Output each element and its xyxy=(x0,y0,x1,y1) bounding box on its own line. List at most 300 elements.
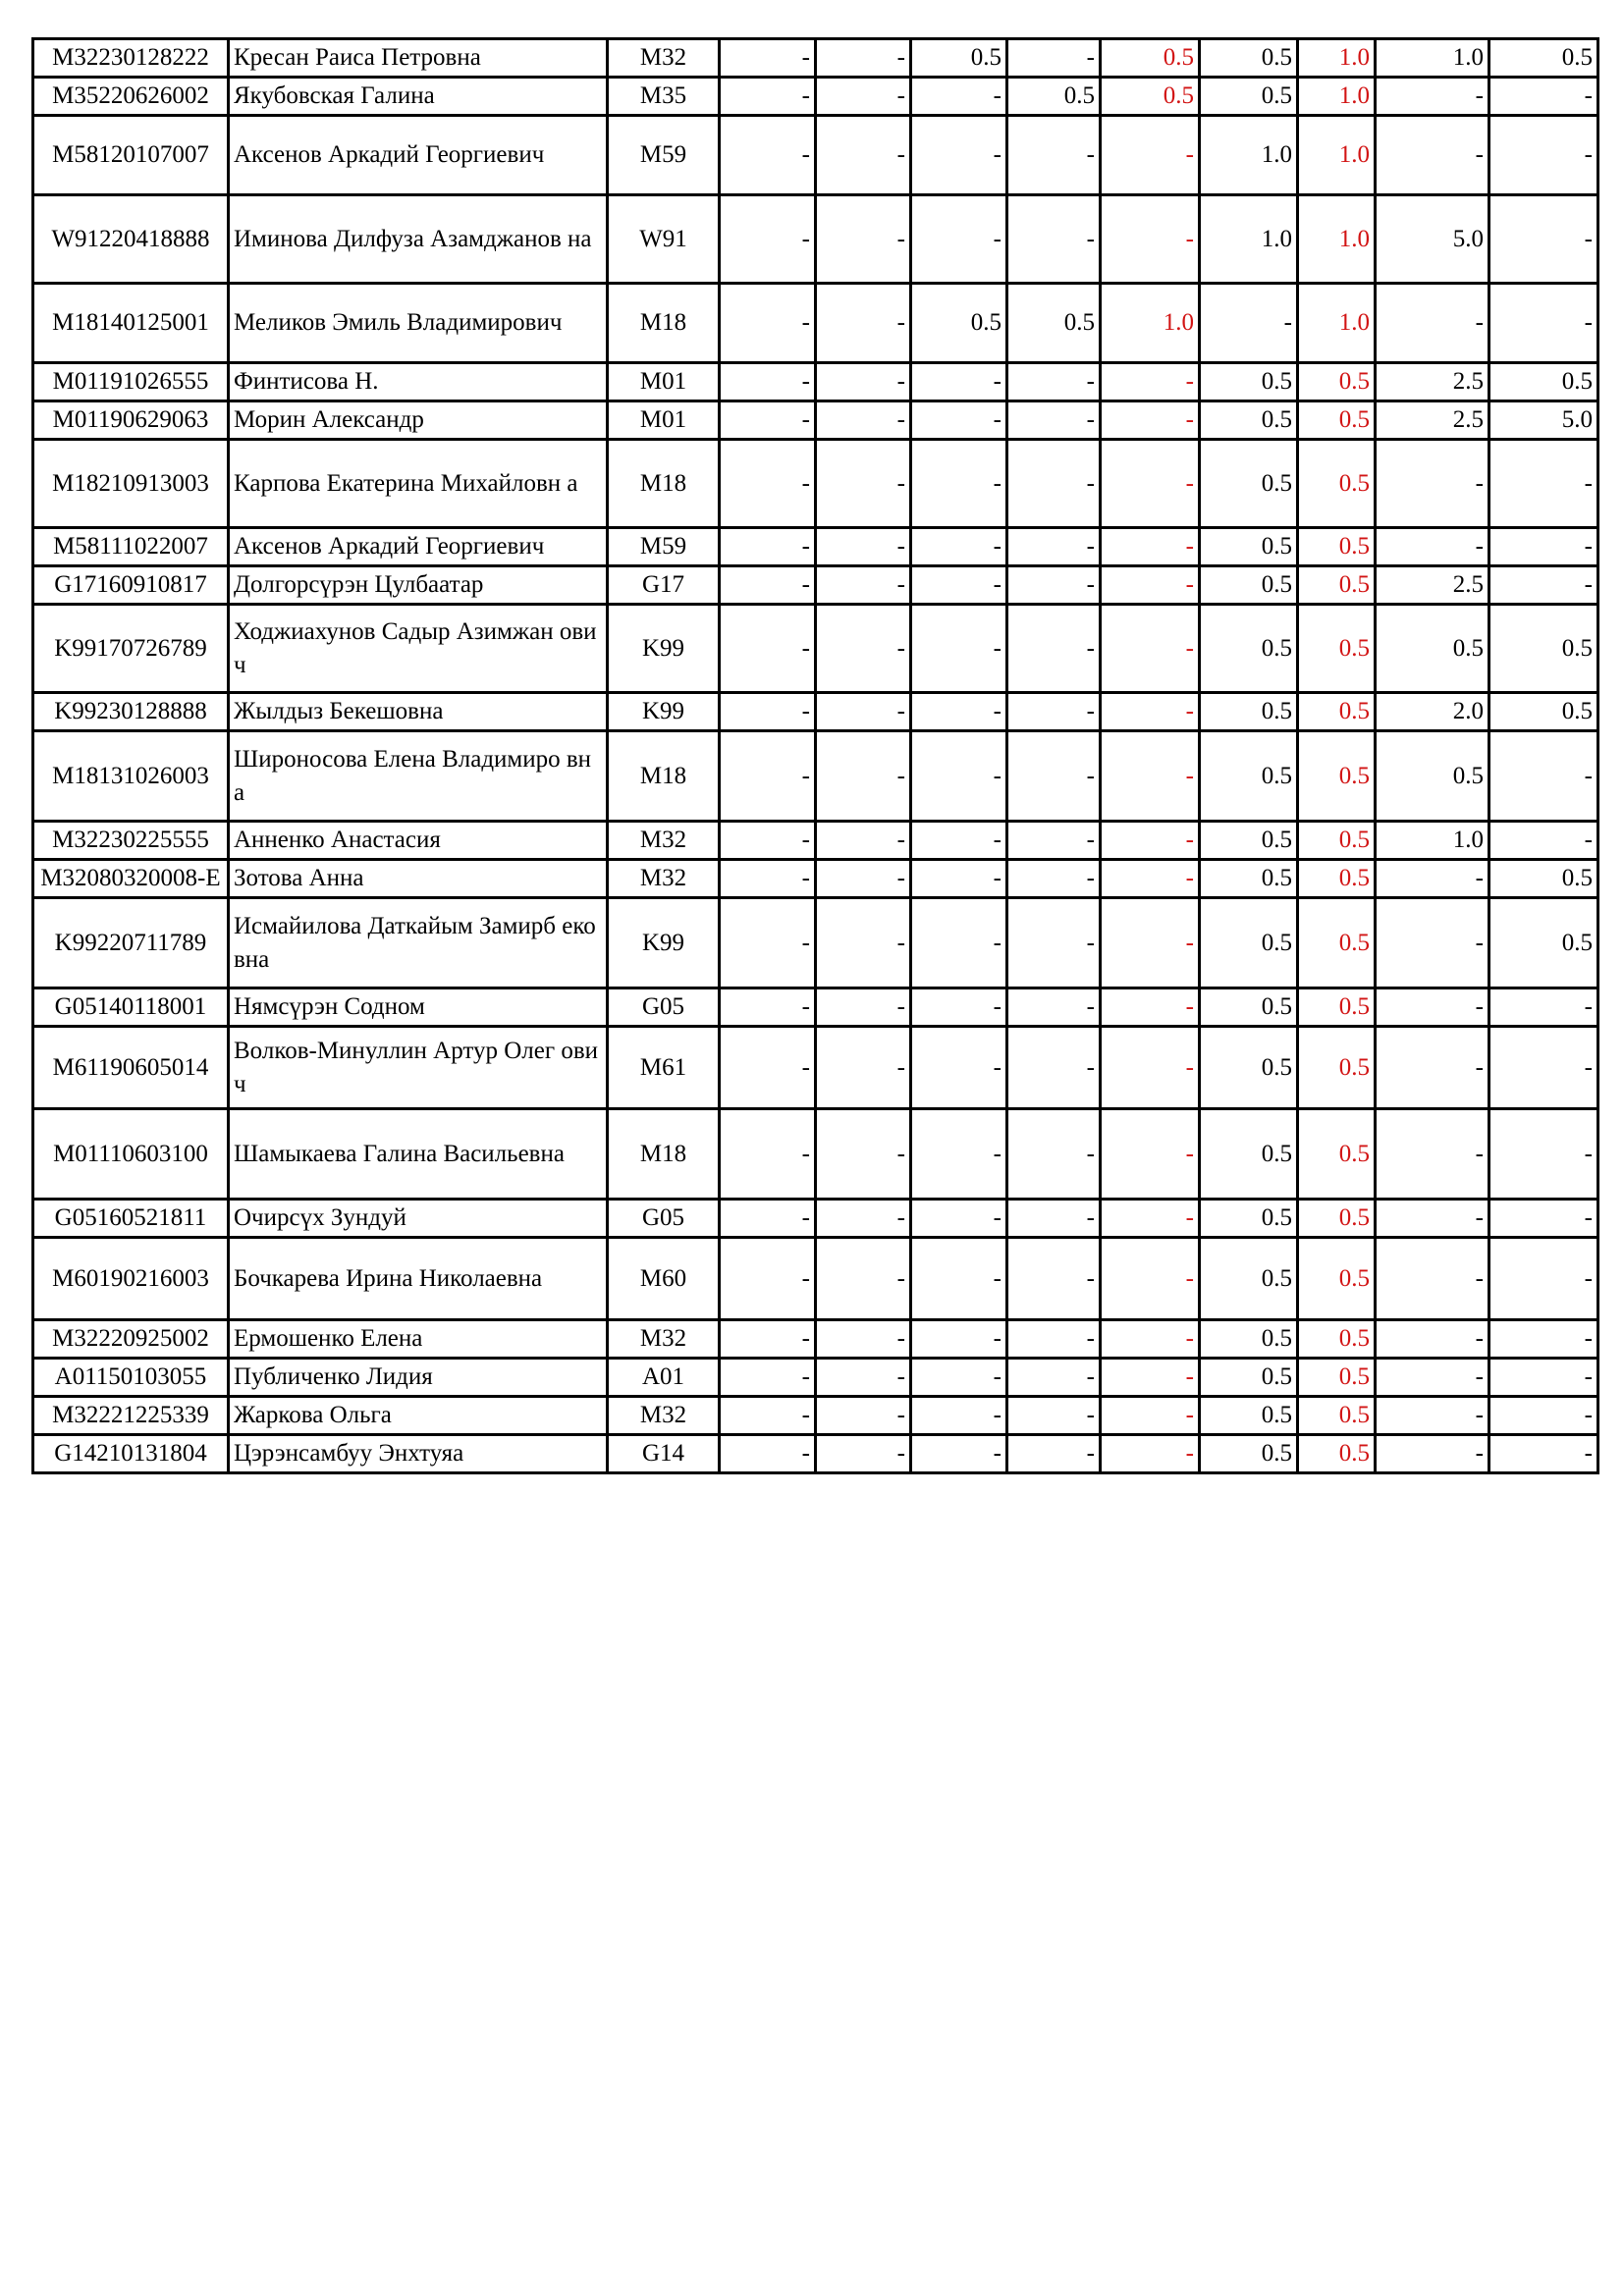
score-cell: - xyxy=(911,1359,1007,1397)
score-cell: - xyxy=(1489,440,1598,528)
score-cell: - xyxy=(1376,284,1489,363)
participant-name: Анненко Анастасия xyxy=(229,822,608,860)
score-cell: - xyxy=(816,78,911,116)
score-cell: - xyxy=(720,1238,816,1320)
score-cell: - xyxy=(1376,116,1489,195)
participant-name: Иминова Дилфуза Азамджанов на xyxy=(229,195,608,284)
age-group: M32 xyxy=(608,860,720,898)
score-cell: 5.0 xyxy=(1376,195,1489,284)
score-cell: 0.5 xyxy=(1200,440,1298,528)
score-cell: 0.5 xyxy=(1298,1320,1376,1359)
score-cell: 0.5 xyxy=(1298,1027,1376,1109)
age-group: K99 xyxy=(608,693,720,731)
score-cell: - xyxy=(1489,1238,1598,1320)
participant-id: K99220711789 xyxy=(33,898,229,988)
score-cell: - xyxy=(816,440,911,528)
score-cell: 1.0 xyxy=(1298,39,1376,78)
score-cell: - xyxy=(1007,731,1101,822)
score-cell: - xyxy=(720,898,816,988)
score-cell: - xyxy=(911,1397,1007,1435)
score-cell: - xyxy=(720,78,816,116)
age-group: M01 xyxy=(608,363,720,401)
participant-name: Бочкарева Ирина Николаевна xyxy=(229,1238,608,1320)
table-row xyxy=(33,693,1598,731)
participant-id: M01190629063 xyxy=(33,401,229,440)
score-cell: - xyxy=(816,1320,911,1359)
table-row xyxy=(33,401,1598,440)
score-cell: - xyxy=(911,1200,1007,1238)
score-cell: 0.5 xyxy=(911,39,1007,78)
score-cell: - xyxy=(816,116,911,195)
score-cell: 0.5 xyxy=(1200,39,1298,78)
participant-id: K99170726789 xyxy=(33,605,229,693)
table-row xyxy=(33,1320,1598,1359)
score-cell: - xyxy=(1007,440,1101,528)
score-cell: - xyxy=(1489,528,1598,566)
score-cell: - xyxy=(720,1027,816,1109)
score-cell: - xyxy=(720,693,816,731)
score-cell: 0.5 xyxy=(1489,693,1598,731)
score-cell: - xyxy=(816,195,911,284)
score-cell: 0.5 xyxy=(1200,1435,1298,1473)
participant-name: Финтисова Н. xyxy=(229,363,608,401)
age-group: M01 xyxy=(608,401,720,440)
table-row xyxy=(33,605,1598,693)
score-cell: - xyxy=(1200,284,1298,363)
score-cell: 1.0 xyxy=(1200,195,1298,284)
score-cell: 0.5 xyxy=(1298,1435,1376,1473)
score-cell: 0.5 xyxy=(1298,898,1376,988)
age-group: M32 xyxy=(608,1397,720,1435)
score-cell: - xyxy=(1101,860,1200,898)
table-row xyxy=(33,363,1598,401)
score-cell: 0.5 xyxy=(1101,39,1200,78)
score-cell: 0.5 xyxy=(1489,39,1598,78)
age-group: K99 xyxy=(608,605,720,693)
score-cell: - xyxy=(720,605,816,693)
table-row xyxy=(33,1109,1598,1200)
score-cell: - xyxy=(816,1435,911,1473)
score-cell: 0.5 xyxy=(1200,1109,1298,1200)
score-cell: - xyxy=(1007,1320,1101,1359)
score-cell: - xyxy=(816,1200,911,1238)
score-cell: - xyxy=(1007,1397,1101,1435)
age-group: M35 xyxy=(608,78,720,116)
score-cell: 0.5 xyxy=(1200,1397,1298,1435)
table-row xyxy=(33,39,1598,78)
participant-name: Аксенов Аркадий Георгиевич xyxy=(229,528,608,566)
score-cell: - xyxy=(1376,1397,1489,1435)
score-cell: 0.5 xyxy=(1200,566,1298,605)
participant-name: Нямсүрэн Содном xyxy=(229,988,608,1027)
table-body xyxy=(33,39,1598,1473)
score-cell: 1.0 xyxy=(1376,39,1489,78)
score-cell: - xyxy=(720,116,816,195)
score-cell: - xyxy=(816,988,911,1027)
score-cell: - xyxy=(1376,1320,1489,1359)
participant-id: M58111022007 xyxy=(33,528,229,566)
participant-id: M32221225339 xyxy=(33,1397,229,1435)
score-cell: 0.5 xyxy=(1200,401,1298,440)
score-cell: 0.5 xyxy=(1298,1109,1376,1200)
score-cell: - xyxy=(1376,1238,1489,1320)
score-cell: - xyxy=(720,401,816,440)
score-cell: - xyxy=(911,860,1007,898)
score-cell: - xyxy=(1376,1200,1489,1238)
age-group: M32 xyxy=(608,822,720,860)
score-cell: - xyxy=(720,39,816,78)
score-cell: - xyxy=(816,363,911,401)
score-cell: - xyxy=(1007,1435,1101,1473)
score-cell: - xyxy=(816,1027,911,1109)
score-cell: - xyxy=(1489,116,1598,195)
score-cell: - xyxy=(1489,1320,1598,1359)
table-row xyxy=(33,1027,1598,1109)
score-cell: - xyxy=(816,898,911,988)
score-cell: - xyxy=(1489,988,1598,1027)
score-cell: - xyxy=(911,116,1007,195)
score-cell: 0.5 xyxy=(1200,1238,1298,1320)
score-cell: - xyxy=(1489,566,1598,605)
score-cell: - xyxy=(1376,860,1489,898)
score-cell: - xyxy=(911,898,1007,988)
participant-id: M61190605014 xyxy=(33,1027,229,1109)
score-cell: - xyxy=(1376,1027,1489,1109)
participant-id: M18140125001 xyxy=(33,284,229,363)
score-cell: - xyxy=(1489,1359,1598,1397)
score-cell: 2.5 xyxy=(1376,363,1489,401)
score-cell: - xyxy=(720,440,816,528)
participant-name: Кресан Раиса Петровна xyxy=(229,39,608,78)
table-row xyxy=(33,528,1598,566)
score-cell: - xyxy=(816,284,911,363)
score-cell: - xyxy=(1101,440,1200,528)
age-group: M18 xyxy=(608,731,720,822)
score-cell: - xyxy=(1007,116,1101,195)
score-cell: - xyxy=(1101,988,1200,1027)
score-cell: 0.5 xyxy=(1376,605,1489,693)
score-cell: 0.5 xyxy=(1200,898,1298,988)
age-group: M60 xyxy=(608,1238,720,1320)
score-cell: - xyxy=(1007,1200,1101,1238)
score-cell: - xyxy=(1376,78,1489,116)
participant-id: M35220626002 xyxy=(33,78,229,116)
score-cell: - xyxy=(1489,284,1598,363)
age-group: M18 xyxy=(608,284,720,363)
score-cell: 5.0 xyxy=(1489,401,1598,440)
participant-id: M32230225555 xyxy=(33,822,229,860)
score-cell: - xyxy=(1007,1359,1101,1397)
score-cell: 0.5 xyxy=(1298,363,1376,401)
score-cell: - xyxy=(1376,528,1489,566)
table-row xyxy=(33,566,1598,605)
score-cell: - xyxy=(911,566,1007,605)
score-cell: - xyxy=(1101,1359,1200,1397)
participant-id: M60190216003 xyxy=(33,1238,229,1320)
score-cell: - xyxy=(911,195,1007,284)
score-cell: - xyxy=(816,822,911,860)
score-cell: - xyxy=(1007,605,1101,693)
table-row xyxy=(33,1435,1598,1473)
score-cell: 0.5 xyxy=(1376,731,1489,822)
age-group: M32 xyxy=(608,1320,720,1359)
score-cell: - xyxy=(1007,1238,1101,1320)
age-group: G17 xyxy=(608,566,720,605)
participant-id: A01150103055 xyxy=(33,1359,229,1397)
participant-name: Широносова Елена Владимиро вна xyxy=(229,731,608,822)
score-cell: - xyxy=(1101,1320,1200,1359)
participant-id: G17160910817 xyxy=(33,566,229,605)
participant-name: Карпова Екатерина Михайловн а xyxy=(229,440,608,528)
score-cell: - xyxy=(1007,39,1101,78)
score-cell: - xyxy=(1101,1238,1200,1320)
table-row xyxy=(33,78,1598,116)
score-cell: - xyxy=(720,1200,816,1238)
score-cell: - xyxy=(1101,1397,1200,1435)
score-cell: 0.5 xyxy=(1298,1238,1376,1320)
score-cell: 0.5 xyxy=(1298,822,1376,860)
score-cell: 0.5 xyxy=(1489,605,1598,693)
score-cell: - xyxy=(911,401,1007,440)
table-row xyxy=(33,1397,1598,1435)
score-cell: - xyxy=(816,1238,911,1320)
score-cell: 0.5 xyxy=(1200,1320,1298,1359)
participant-name: Жылдыз Бекешовна xyxy=(229,693,608,731)
score-cell: - xyxy=(720,566,816,605)
participant-id: W91220418888 xyxy=(33,195,229,284)
score-cell: 0.5 xyxy=(1200,822,1298,860)
score-cell: - xyxy=(911,1320,1007,1359)
score-cell: - xyxy=(911,693,1007,731)
score-cell: - xyxy=(1101,1109,1200,1200)
score-cell: - xyxy=(911,528,1007,566)
score-cell: 0.5 xyxy=(1298,860,1376,898)
participant-id: M32080320008-E xyxy=(33,860,229,898)
score-cell: - xyxy=(1007,860,1101,898)
score-cell: 0.5 xyxy=(1200,605,1298,693)
score-cell: - xyxy=(1101,605,1200,693)
score-cell: - xyxy=(816,1359,911,1397)
participant-name: Шамыкаева Галина Васильевна xyxy=(229,1109,608,1200)
score-cell: 1.0 xyxy=(1298,284,1376,363)
score-cell: - xyxy=(1101,731,1200,822)
age-group: G05 xyxy=(608,988,720,1027)
score-cell: - xyxy=(1489,1397,1598,1435)
score-cell: - xyxy=(911,363,1007,401)
score-cell: 2.0 xyxy=(1376,693,1489,731)
table-row xyxy=(33,284,1598,363)
participant-name: Меликов Эмиль Владимирович xyxy=(229,284,608,363)
score-cell: 0.5 xyxy=(1200,860,1298,898)
age-group: M61 xyxy=(608,1027,720,1109)
score-cell: - xyxy=(1101,566,1200,605)
table-row xyxy=(33,988,1598,1027)
score-cell: 0.5 xyxy=(1101,78,1200,116)
table-row xyxy=(33,898,1598,988)
score-cell: - xyxy=(1007,1109,1101,1200)
score-cell: - xyxy=(720,195,816,284)
score-cell: 0.5 xyxy=(1007,78,1101,116)
score-cell: - xyxy=(720,284,816,363)
score-cell: - xyxy=(816,566,911,605)
score-cell: 0.5 xyxy=(1200,731,1298,822)
score-cell: - xyxy=(1101,195,1200,284)
participant-name: Волков-Минуллин Артур Олег ович xyxy=(229,1027,608,1109)
score-cell: - xyxy=(1376,988,1489,1027)
score-cell: 0.5 xyxy=(1298,528,1376,566)
score-cell: - xyxy=(1007,363,1101,401)
score-cell: - xyxy=(1489,1435,1598,1473)
score-cell: - xyxy=(1007,528,1101,566)
participant-name: Якубовская Галина xyxy=(229,78,608,116)
score-cell: - xyxy=(1101,693,1200,731)
score-cell: 0.5 xyxy=(1298,401,1376,440)
score-cell: 0.5 xyxy=(1200,363,1298,401)
score-cell: - xyxy=(816,39,911,78)
score-cell: - xyxy=(1101,528,1200,566)
score-cell: - xyxy=(911,822,1007,860)
score-cell: - xyxy=(1101,898,1200,988)
participant-name: Ходжиахунов Садыр Азимжан ович xyxy=(229,605,608,693)
score-cell: 0.5 xyxy=(1298,440,1376,528)
score-cell: - xyxy=(911,1109,1007,1200)
score-cell: - xyxy=(720,528,816,566)
score-cell: 0.5 xyxy=(1200,78,1298,116)
participant-name: Аксенов Аркадий Георгиевич xyxy=(229,116,608,195)
score-cell: - xyxy=(911,988,1007,1027)
age-group: G05 xyxy=(608,1200,720,1238)
participant-name: Публиченко Лидия xyxy=(229,1359,608,1397)
score-cell: 2.5 xyxy=(1376,566,1489,605)
score-cell: - xyxy=(720,822,816,860)
score-cell: 1.0 xyxy=(1298,195,1376,284)
participant-id: M18210913003 xyxy=(33,440,229,528)
participant-name: Долгорсүрэн Цулбаатар xyxy=(229,566,608,605)
score-cell: 0.5 xyxy=(1200,1027,1298,1109)
table-row xyxy=(33,195,1598,284)
score-cell: - xyxy=(1007,566,1101,605)
score-cell: - xyxy=(1489,731,1598,822)
score-cell: 0.5 xyxy=(1298,566,1376,605)
score-cell: - xyxy=(816,1397,911,1435)
score-cell: - xyxy=(1489,1027,1598,1109)
score-cell: - xyxy=(1489,195,1598,284)
participant-name: Зотова Анна xyxy=(229,860,608,898)
score-cell: - xyxy=(911,78,1007,116)
participant-id: G05140118001 xyxy=(33,988,229,1027)
score-cell: - xyxy=(1376,1435,1489,1473)
score-cell: - xyxy=(720,731,816,822)
score-cell: - xyxy=(816,1109,911,1200)
score-cell: - xyxy=(1007,1027,1101,1109)
age-group: M18 xyxy=(608,440,720,528)
score-cell: - xyxy=(1101,822,1200,860)
score-cell: 0.5 xyxy=(1298,988,1376,1027)
score-cell: - xyxy=(1007,401,1101,440)
score-cell: - xyxy=(911,1435,1007,1473)
score-cell: - xyxy=(816,860,911,898)
score-cell: 0.5 xyxy=(1489,363,1598,401)
score-cell: - xyxy=(720,1435,816,1473)
age-group: A01 xyxy=(608,1359,720,1397)
score-cell: - xyxy=(1376,898,1489,988)
score-cell: 0.5 xyxy=(1298,1397,1376,1435)
score-cell: 0.5 xyxy=(911,284,1007,363)
age-group: K99 xyxy=(608,898,720,988)
score-cell: 0.5 xyxy=(1489,860,1598,898)
participant-id: M01110603100 xyxy=(33,1109,229,1200)
score-cell: 0.5 xyxy=(1298,693,1376,731)
score-cell: 0.5 xyxy=(1200,528,1298,566)
participant-id: M32220925002 xyxy=(33,1320,229,1359)
table-row xyxy=(33,860,1598,898)
participant-id: G14210131804 xyxy=(33,1435,229,1473)
score-cell: - xyxy=(1489,78,1598,116)
score-cell: - xyxy=(720,363,816,401)
score-cell: 0.5 xyxy=(1200,1200,1298,1238)
score-cell: - xyxy=(1007,195,1101,284)
score-cell: - xyxy=(911,1238,1007,1320)
score-cell: - xyxy=(1101,363,1200,401)
score-cell: - xyxy=(1376,1359,1489,1397)
participant-id: K99230128888 xyxy=(33,693,229,731)
participant-id: M58120107007 xyxy=(33,116,229,195)
score-cell: 1.0 xyxy=(1101,284,1200,363)
score-cell: - xyxy=(720,988,816,1027)
participant-id: M01191026555 xyxy=(33,363,229,401)
participant-name: Исмайилова Даткайым Замирб ековна xyxy=(229,898,608,988)
table-row xyxy=(33,1200,1598,1238)
score-cell: - xyxy=(1489,1200,1598,1238)
table-row xyxy=(33,440,1598,528)
participant-name: Морин Александр xyxy=(229,401,608,440)
score-cell: 0.5 xyxy=(1298,1359,1376,1397)
score-cell: - xyxy=(1101,1435,1200,1473)
score-cell: - xyxy=(720,1359,816,1397)
score-cell: 1.0 xyxy=(1200,116,1298,195)
table-row xyxy=(33,822,1598,860)
score-cell: - xyxy=(816,528,911,566)
age-group: G14 xyxy=(608,1435,720,1473)
age-group: W91 xyxy=(608,195,720,284)
age-group: M59 xyxy=(608,116,720,195)
score-cell: - xyxy=(816,693,911,731)
participant-id: M32230128222 xyxy=(33,39,229,78)
score-cell: 1.0 xyxy=(1376,822,1489,860)
participant-id: G05160521811 xyxy=(33,1200,229,1238)
score-cell: 0.5 xyxy=(1007,284,1101,363)
score-cell: 2.5 xyxy=(1376,401,1489,440)
table-row xyxy=(33,116,1598,195)
score-cell: - xyxy=(1101,116,1200,195)
table-row xyxy=(33,731,1598,822)
score-cell: 0.5 xyxy=(1489,898,1598,988)
score-cell: 0.5 xyxy=(1298,731,1376,822)
score-cell: 0.5 xyxy=(1200,1359,1298,1397)
score-cell: - xyxy=(1101,401,1200,440)
results-table xyxy=(31,37,1599,1474)
score-cell: - xyxy=(720,860,816,898)
score-cell: - xyxy=(1007,988,1101,1027)
score-cell: - xyxy=(1489,1109,1598,1200)
score-cell: - xyxy=(720,1397,816,1435)
score-cell: - xyxy=(816,605,911,693)
score-cell: - xyxy=(1376,440,1489,528)
participant-name: Цэрэнсамбуу Энхтуяа xyxy=(229,1435,608,1473)
score-cell: 0.5 xyxy=(1200,693,1298,731)
score-cell: - xyxy=(911,440,1007,528)
age-group: M18 xyxy=(608,1109,720,1200)
